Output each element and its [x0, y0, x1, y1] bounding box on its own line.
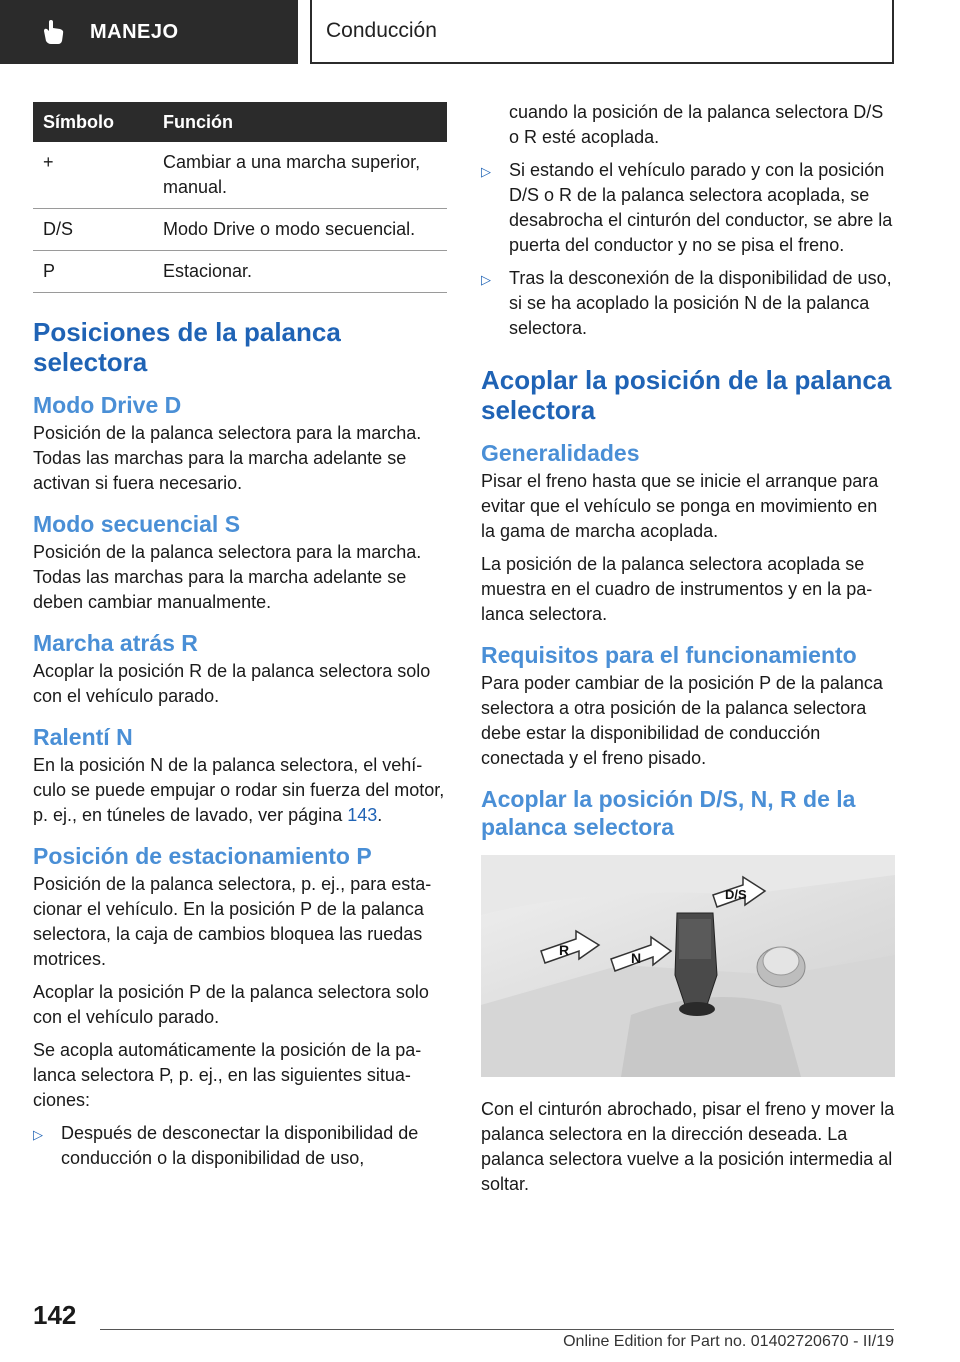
list-item — [33, 1121, 447, 1171]
bullet-triangle-icon: ▷ — [481, 164, 491, 179]
list-item — [481, 158, 895, 258]
page-number: 142 — [33, 1300, 77, 1330]
table-cell: Estacionar. — [155, 251, 447, 293]
table-cell: D/S — [33, 209, 155, 251]
table-row — [33, 251, 447, 293]
list-item-text: Tras la desconexión de la disponibilidad de uso, si se ha acoplado la posición N de la palanca selectora. — [509, 268, 892, 338]
section-tab — [0, 0, 298, 64]
right-column — [481, 100, 895, 1205]
list-item-continuation: cuando la posición de la palanca selectora D/S o R esté acoplada. — [509, 102, 884, 147]
heading-sequential-mode: Modo secuencial S — [33, 511, 241, 537]
chapter-title: Conducción — [326, 19, 437, 42]
table-cell: Cambiar a una marcha superior, manual. — [155, 142, 447, 209]
list-item-text: Si estando el vehículo parado y con la posición D/S o R de la palanca selectora acoplada, se desabrocha el cinturón del conductor, se abre la puerta del conductor y no se pisa el freno. — [509, 160, 893, 255]
table-row — [33, 142, 447, 209]
bullet-triangle-icon: ▷ — [481, 272, 491, 287]
heading-neutral: Ralentí N — [33, 724, 133, 750]
label-n: N — [631, 950, 642, 966]
footer-rule — [100, 1329, 894, 1330]
paragraph: Para poder cambiar de la posición P de la palanca selectora a otra posición de la palanca selectora debe estar la disponibilidad de conducción conectada y el freno pisado. — [481, 673, 883, 768]
edition-info: Online Edition for Part no. 01402720670 - II/19 — [563, 1333, 894, 1350]
heading-engage-position: Acoplar la posición de la palanca selectora — [481, 365, 892, 425]
table-cell: P — [33, 251, 155, 293]
steering-hand-icon — [38, 17, 68, 47]
list-item — [481, 266, 895, 341]
heading-general: Generalidades — [481, 440, 640, 466]
chapter-box — [310, 0, 894, 64]
paragraph: Posición de la palanca selectora para la marcha. Todas las marchas para la marcha adelante se deben cambiar manualmente. — [33, 542, 422, 612]
page-link[interactable]: 143 — [347, 805, 378, 825]
table-header: Símbolo — [33, 102, 155, 142]
paragraph: La posición de la palanca selectora acoplada se muestra en el cuadro de instrumentos y en la palanca selectora. — [481, 554, 873, 624]
table-cell: + — [33, 142, 155, 209]
paragraph — [33, 753, 447, 828]
label-r: R — [559, 942, 570, 958]
paragraph: Acoplar la posición P de la palanca selectora solo con el vehículo parado. — [33, 982, 429, 1027]
paragraph: Con el cinturón abrochado, pisar el freno y mover la palanca selectora en la dirección deseada. La palanca selectora vuelve a la posición intermedia al soltar. — [481, 1099, 895, 1194]
heading-selector-positions: Posiciones de la palanca selectora — [33, 317, 341, 377]
gear-selector-drawing — [481, 855, 895, 1077]
paragraph-text: En la posición N de la palanca selectora, el vehículo se puede empujar o rodar sin fuerza del motor, p. ej., en túneles de lavado, ver página — [33, 755, 445, 825]
table-header: Función — [155, 102, 447, 142]
paragraph: Posición de la palanca selectora, p. ej., para estacionar el vehículo. En la posición P de la palanca selectora, la caja de cambios bloquea las ruedas motrices. — [33, 874, 432, 969]
table-row — [33, 209, 447, 251]
paragraph: Pisar el freno hasta que se inicie el arranque para evitar que el vehículo se ponga en movimiento en la gama de marcha acoplada. — [481, 471, 879, 541]
paragraph: Acoplar la posición R de la palanca selectora solo con el vehículo parado. — [33, 661, 431, 706]
heading-park: Posición de estacionamiento P — [33, 843, 372, 869]
bullet-triangle-icon: ▷ — [33, 1127, 43, 1142]
gear-selector-illustration — [481, 855, 895, 1077]
table-cell: Modo Drive o modo secuencial. — [155, 209, 447, 251]
paragraph: Se acopla automáticamente la posición de la palanca selectora P, p. ej., en las siguientes situaciones: — [33, 1040, 422, 1110]
list-item-text: Después de desconectar la disponibilidad de conducción o la disponibilidad de uso, — [61, 1123, 419, 1168]
heading-requirements: Requisitos para el funcionamiento — [481, 642, 857, 668]
heading-reverse: Marcha atrás R — [33, 630, 198, 656]
heading-drive-mode: Modo Drive D — [33, 392, 182, 418]
left-column — [33, 102, 447, 1179]
symbol-table — [33, 102, 447, 293]
paragraph-text: . — [377, 805, 383, 825]
label-ds: D/S — [725, 887, 747, 902]
paragraph: Posición de la palanca selectora para la marcha. Todas las marchas para la marcha adelante se activan si fuera necesario. — [33, 423, 422, 493]
heading-engage-ds-n-r: Acoplar la posición D/S, N, R de la palanca selectora — [481, 786, 856, 840]
section-title: MANEJO — [90, 20, 179, 43]
